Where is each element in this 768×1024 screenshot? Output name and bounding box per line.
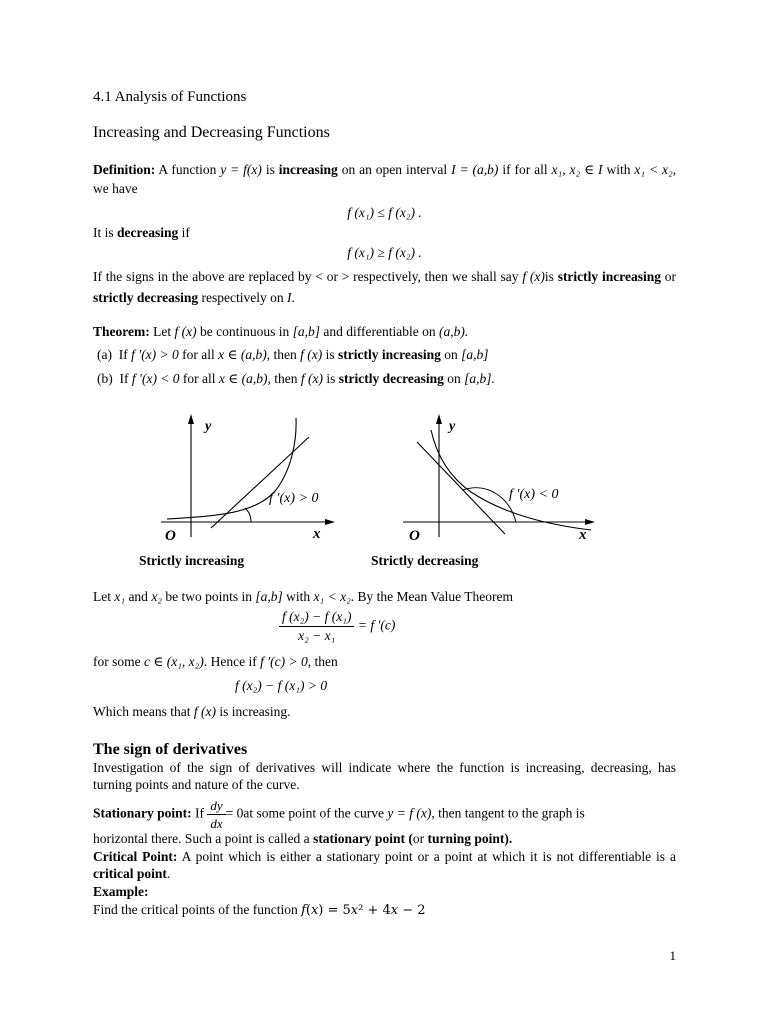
proof-conclusion [93, 702, 676, 721]
y-axis-arrow-icon [436, 414, 442, 424]
y-axis-label: y [205, 419, 212, 434]
item-marker: (a) [97, 347, 112, 362]
theorem-interval: [a,b] [461, 347, 489, 362]
theorem-item-b [97, 369, 677, 388]
definition-vars: x₁, x₂ ∈ I [551, 162, 603, 177]
derivative-annotation: f ′(x) > 0 [269, 491, 319, 506]
decreasing-line [93, 223, 676, 242]
proof-condition: f ′(c) > 0 [260, 654, 308, 669]
term-strictly-increasing: strictly increasing [557, 269, 661, 284]
theorem-text: for all [182, 347, 215, 362]
definition-paragraph [93, 160, 676, 198]
theorem-interval: [a,b] [292, 324, 320, 339]
proof-text: . Hence if [203, 654, 257, 669]
caption-increasing: Strictly increasing [139, 553, 245, 568]
x-axis-arrow-icon [585, 519, 595, 525]
sign-section-title: The sign of derivatives [93, 741, 248, 758]
section-text: . [166, 866, 171, 881]
theorem-interval: [a,b]. [464, 371, 495, 386]
stationary-point-line-2 [93, 830, 676, 847]
x-axis-arrow-icon [325, 519, 335, 525]
stationary-label: Stationary point: [93, 805, 192, 821]
theorem-statement [93, 322, 676, 341]
tangent-line [211, 437, 309, 528]
example-text [93, 900, 676, 920]
term-increasing: increasing [278, 162, 338, 177]
section-text: A point which is either a stationary point or a point at which it is not differentiable is a [181, 849, 676, 864]
theorem-condition: f ′(x) > 0 [131, 347, 179, 362]
proof-condition: c ∈ (x₁, x₂) [144, 654, 204, 669]
fraction-denominator: x₂ − x₁ [298, 628, 336, 643]
mvt-fraction [279, 609, 354, 644]
y-axis-arrow-icon [188, 414, 194, 424]
theorem-condition: f ′(x) < 0 [131, 371, 180, 386]
inequality-text: f (x₂) − f (x₁) > 0 [235, 678, 328, 693]
x-axis-label: x [579, 527, 587, 543]
proof-text: be two points in [165, 589, 252, 604]
section-text: ( [408, 831, 413, 846]
proof-variable: x₁ [114, 589, 126, 604]
proof-text: and [128, 589, 148, 604]
fraction-denominator: dx [210, 816, 223, 831]
section-text: ). [504, 831, 513, 846]
term-stationary-point: stationary point [313, 831, 405, 846]
decreasing-figure [401, 412, 613, 547]
fraction-rhs: = f ′(c) [357, 617, 396, 633]
proof-variable: x₂ [151, 589, 162, 604]
theorem-text: is [325, 347, 335, 362]
definition-text: respectively on [201, 290, 284, 305]
page-number: 1 [669, 948, 676, 963]
theorem-text: be continuous in [199, 324, 290, 339]
proof-text: , then [307, 654, 338, 669]
proof-text: with [286, 589, 311, 604]
definition-function: y = f(x) [220, 162, 262, 177]
definition-function: f (x) [522, 269, 545, 284]
proof-text: . By the Mean Value Theorem [350, 589, 513, 604]
angle-arc [245, 508, 251, 522]
theorem-item-a [97, 345, 677, 364]
section-text: = 0 [225, 805, 244, 821]
section-title: 4.1 Analysis of Functions [93, 89, 247, 105]
dy-dx-fraction [207, 798, 225, 831]
proof-text: is increasing. [219, 704, 291, 719]
section-text: Find the critical points of the function [93, 902, 298, 917]
term-strictly-decreasing: strictly decreasing [338, 371, 444, 386]
theorem-text: If [118, 347, 128, 362]
theorem-domain: x ∈ (a,b) [218, 347, 267, 362]
inequality-text: f (x₁) ≥ f (x₂) . [347, 245, 422, 260]
x-axis-label: x [313, 526, 321, 542]
origin-label: O [165, 528, 176, 544]
decreasing-inequality [93, 243, 676, 262]
definition-text: It is [93, 225, 114, 240]
stationary-point-line [93, 798, 676, 831]
increasing-figure [161, 412, 421, 547]
definition-text: is [265, 162, 275, 177]
term-strictly-decreasing: strictly decreasing [93, 290, 199, 305]
theorem-domain: x ∈ (a,b) [218, 371, 268, 386]
critical-point-paragraph [93, 848, 676, 882]
theorem-text: for all [182, 371, 216, 386]
item-marker: (b) [97, 371, 113, 386]
caption-decreasing: Strictly decreasing [371, 553, 479, 568]
theorem-text: , then [266, 347, 297, 362]
definition-text: if [181, 225, 190, 240]
mvt-equation [279, 609, 395, 644]
term-turning-point: turning point [427, 831, 505, 846]
curve-equation: y = f (x) [387, 805, 432, 821]
section-text: or [412, 831, 425, 846]
definition-text: on an open interval [341, 162, 448, 177]
definition-text: or [664, 269, 677, 284]
definition-text: is [544, 269, 554, 284]
difference-inequality [235, 676, 327, 695]
section-text: , then tangent to the graph is [431, 805, 585, 821]
y-axis-label: y [449, 419, 456, 434]
theorem-label: Theorem: [93, 324, 150, 339]
theorem-text: on [447, 371, 461, 386]
document-page [93, 0, 676, 1024]
theorem-function: f (x) [174, 324, 197, 339]
definition-text: A function [158, 162, 217, 177]
definition-text: . [291, 290, 295, 305]
section-text: at some point of the curve [243, 805, 385, 821]
proof-text: for some [93, 654, 141, 669]
proof-hence [93, 652, 676, 671]
term-decreasing: decreasing [117, 225, 179, 240]
critical-label: Critical Point: [93, 849, 178, 864]
definition-label: Definition: [93, 162, 156, 177]
theorem-text: , then [267, 371, 298, 386]
example-heading: Example: [93, 884, 149, 899]
sign-section-body: Investigation of the sign of derivatives will indicate where the function is increasing, decreasing, has turning points and nature of the curve. [93, 760, 676, 792]
definition-condition: x₁ < x₂ [634, 162, 673, 177]
decreasing-curve [431, 430, 591, 530]
theorem-function: f (x) [300, 371, 324, 386]
origin-label: O [409, 528, 420, 544]
derivative-annotation: f ′(x) < 0 [509, 487, 559, 502]
increasing-inequality [93, 203, 676, 222]
proof-interval: [a,b] [255, 589, 283, 604]
proof-intro [93, 587, 676, 606]
definition-interval: I = (a,b) [451, 162, 499, 177]
inequality-text: f (x₁) ≤ f (x₂) . [347, 205, 422, 220]
theorem-text: on [444, 347, 458, 362]
theorem-text: If [119, 371, 129, 386]
fraction-numerator: f (x₂) − f (x₁) [279, 609, 354, 627]
section-text: If [195, 805, 205, 821]
proof-text: Which means that [93, 704, 191, 719]
section-text: horizontal there. Such a point is called a [93, 831, 310, 846]
definition-text: If the signs in the above are replaced by < or > respectively, then we shall say [93, 269, 519, 284]
definition-text: if for all [502, 162, 548, 177]
theorem-text: Let [153, 324, 172, 339]
term-strictly-increasing: strictly increasing [338, 347, 441, 362]
term-critical-point: critical point [93, 866, 167, 881]
theorem-text: is [326, 371, 336, 386]
fraction-numerator: dy [207, 798, 225, 815]
definition-text: , we have [93, 162, 677, 196]
definition-interval: I [286, 290, 292, 305]
theorem-function: f (x) [300, 347, 323, 362]
subsection-title: Increasing and Decreasing Functions [93, 124, 330, 141]
tangent-line [417, 442, 505, 534]
theorem-text: and differentiable on [323, 324, 436, 339]
strict-paragraph [93, 266, 676, 308]
proof-text: Let [93, 589, 111, 604]
proof-condition: x₁ < x₂ [313, 589, 351, 604]
example-label [93, 883, 676, 900]
definition-text: with [606, 162, 631, 177]
theorem-interval: (a,b). [438, 324, 469, 339]
example-function: 𝑓(𝑥) = 5𝑥² + 4𝑥 − 2 [301, 903, 426, 918]
proof-function: f (x) [193, 704, 216, 719]
